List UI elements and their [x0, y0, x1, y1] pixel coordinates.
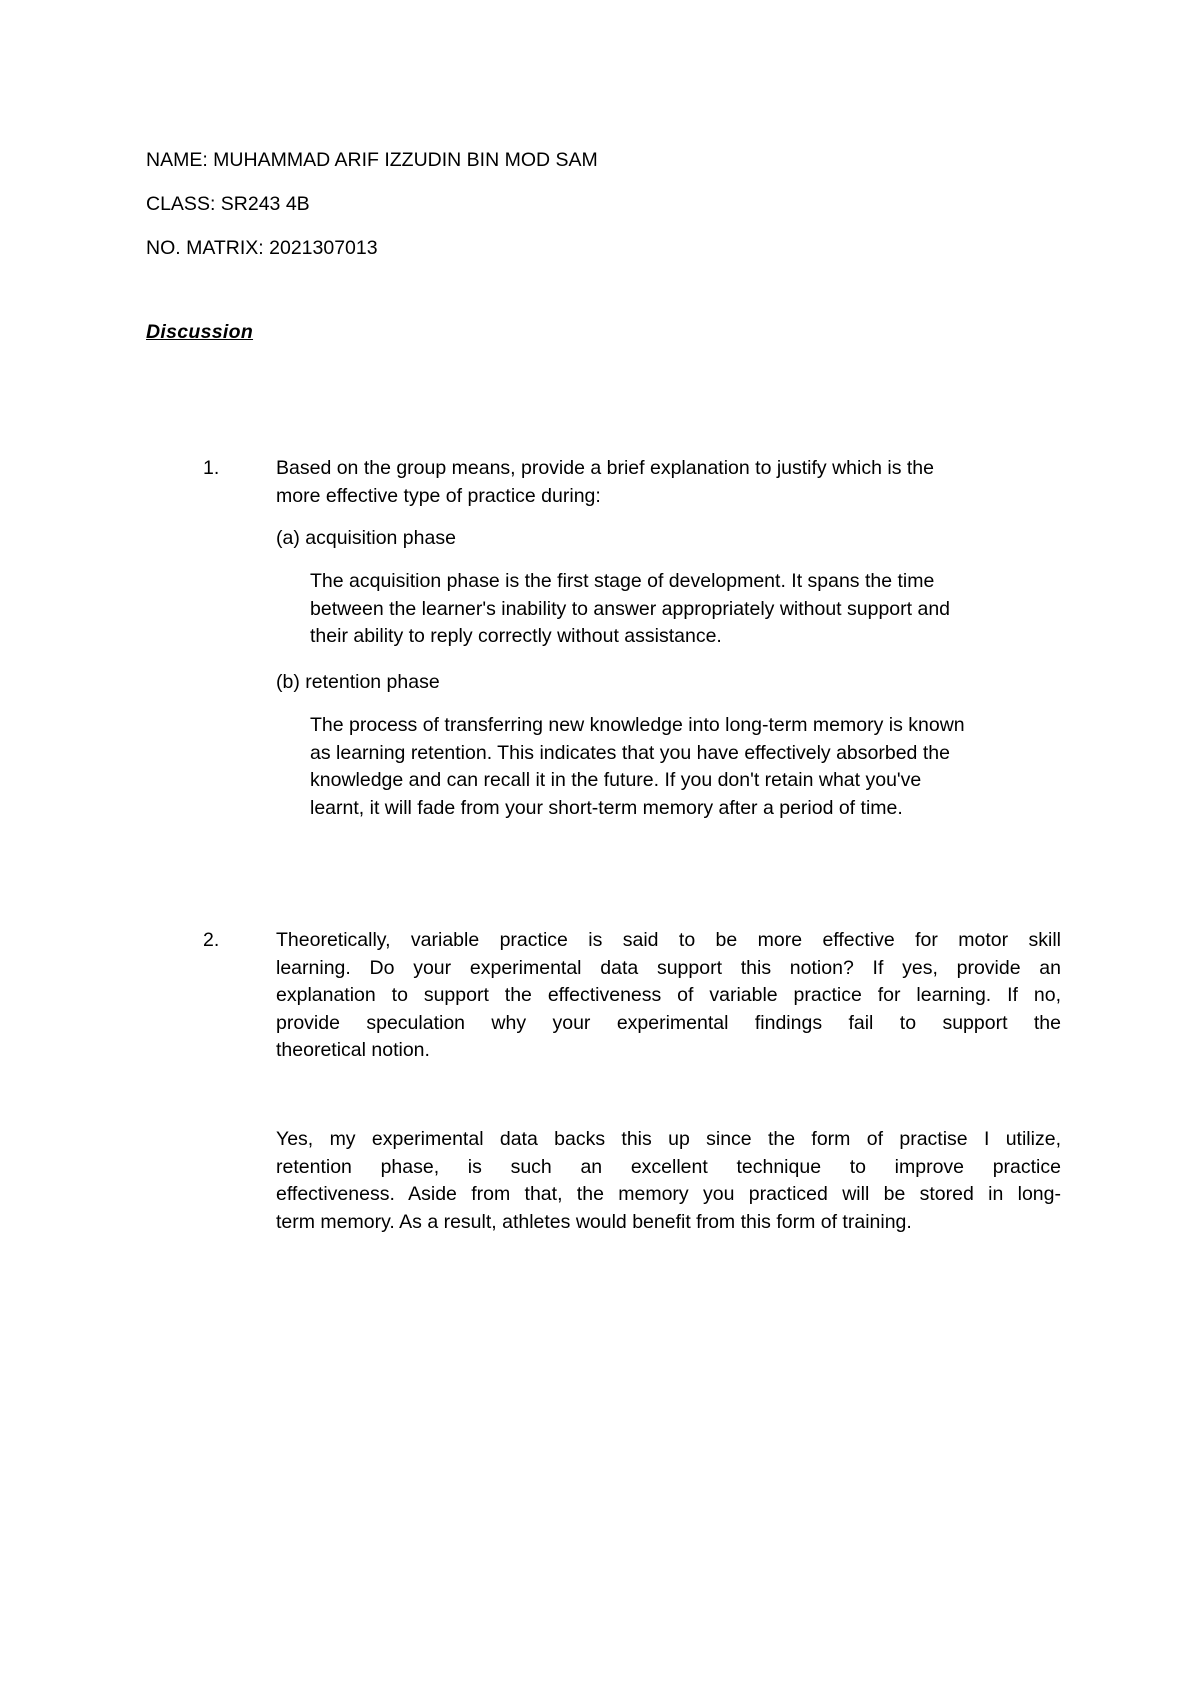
question-1-line: more effective type of practice during:: [276, 484, 601, 507]
student-name: NAME: MUHAMMAD ARIF IZZUDIN BIN MOD SAM: [146, 149, 598, 171]
part-a-answer-line: The acquisition phase is the first stage of development. It spans the time: [310, 570, 935, 592]
question-2-answer-line: effectiveness. Aside from that, the memory you practiced will be stored in long-: [276, 1183, 1061, 1205]
question-2-line: explanation to support the effectiveness of variable practice for learning. If no,: [276, 984, 1061, 1006]
part-b-answer-line: as learning retention. This indicates that you have effectively absorbed the: [310, 741, 950, 764]
part-b-label: (b) retention phase: [276, 671, 440, 693]
part-b-answer-line: The process of transferring new knowledge into long-term memory is known: [310, 714, 965, 736]
part-b-answer: [310, 712, 1070, 822]
part-a-answer-line: between the learner's inability to answer appropriately without support and: [310, 597, 951, 620]
question-1-number: 1.: [203, 457, 220, 479]
question-2-line: learning. Do your experimental data support this notion? If yes, provide an: [276, 956, 1061, 979]
question-2-answer-line: Yes, my experimental data backs this up since the form of practise I utilize,: [276, 1128, 1061, 1150]
question-2-line: provide speculation why your experimental findings fail to support the: [276, 1011, 1061, 1034]
question-2-line: Theoretically, variable practice is said to be more effective for motor skill: [276, 929, 1061, 951]
part-a-answer: [310, 568, 1070, 651]
question-2-text: [276, 927, 1061, 1065]
question-2-line: theoretical notion.: [276, 1039, 430, 1061]
matrix-number: NO. MATRIX: 2021307013: [146, 237, 378, 259]
question-2-answer-line: retention phase, is such an excellent technique to improve practice: [276, 1155, 1061, 1178]
student-class: CLASS: SR243 4B: [146, 193, 310, 215]
question-2-answer: [276, 1126, 1061, 1236]
question-2-number: 2.: [203, 929, 220, 951]
part-b-answer-line: learnt, it will fade from your short-term memory after a period of time.: [310, 796, 903, 819]
part-b-answer-line: knowledge and can recall it in the future. If you don't retain what you've: [310, 769, 922, 791]
discussion-heading: Discussion: [146, 321, 254, 343]
question-2-answer-line: term memory. As a result, athletes would benefit from this form of training.: [276, 1210, 912, 1233]
part-a-label: (a) acquisition phase: [276, 527, 456, 549]
question-1-line: Based on the group means, provide a brief explanation to justify which is the: [276, 457, 934, 479]
part-a-answer-line: their ability to reply correctly without assistance.: [310, 625, 722, 647]
question-1-text: [276, 455, 1066, 510]
